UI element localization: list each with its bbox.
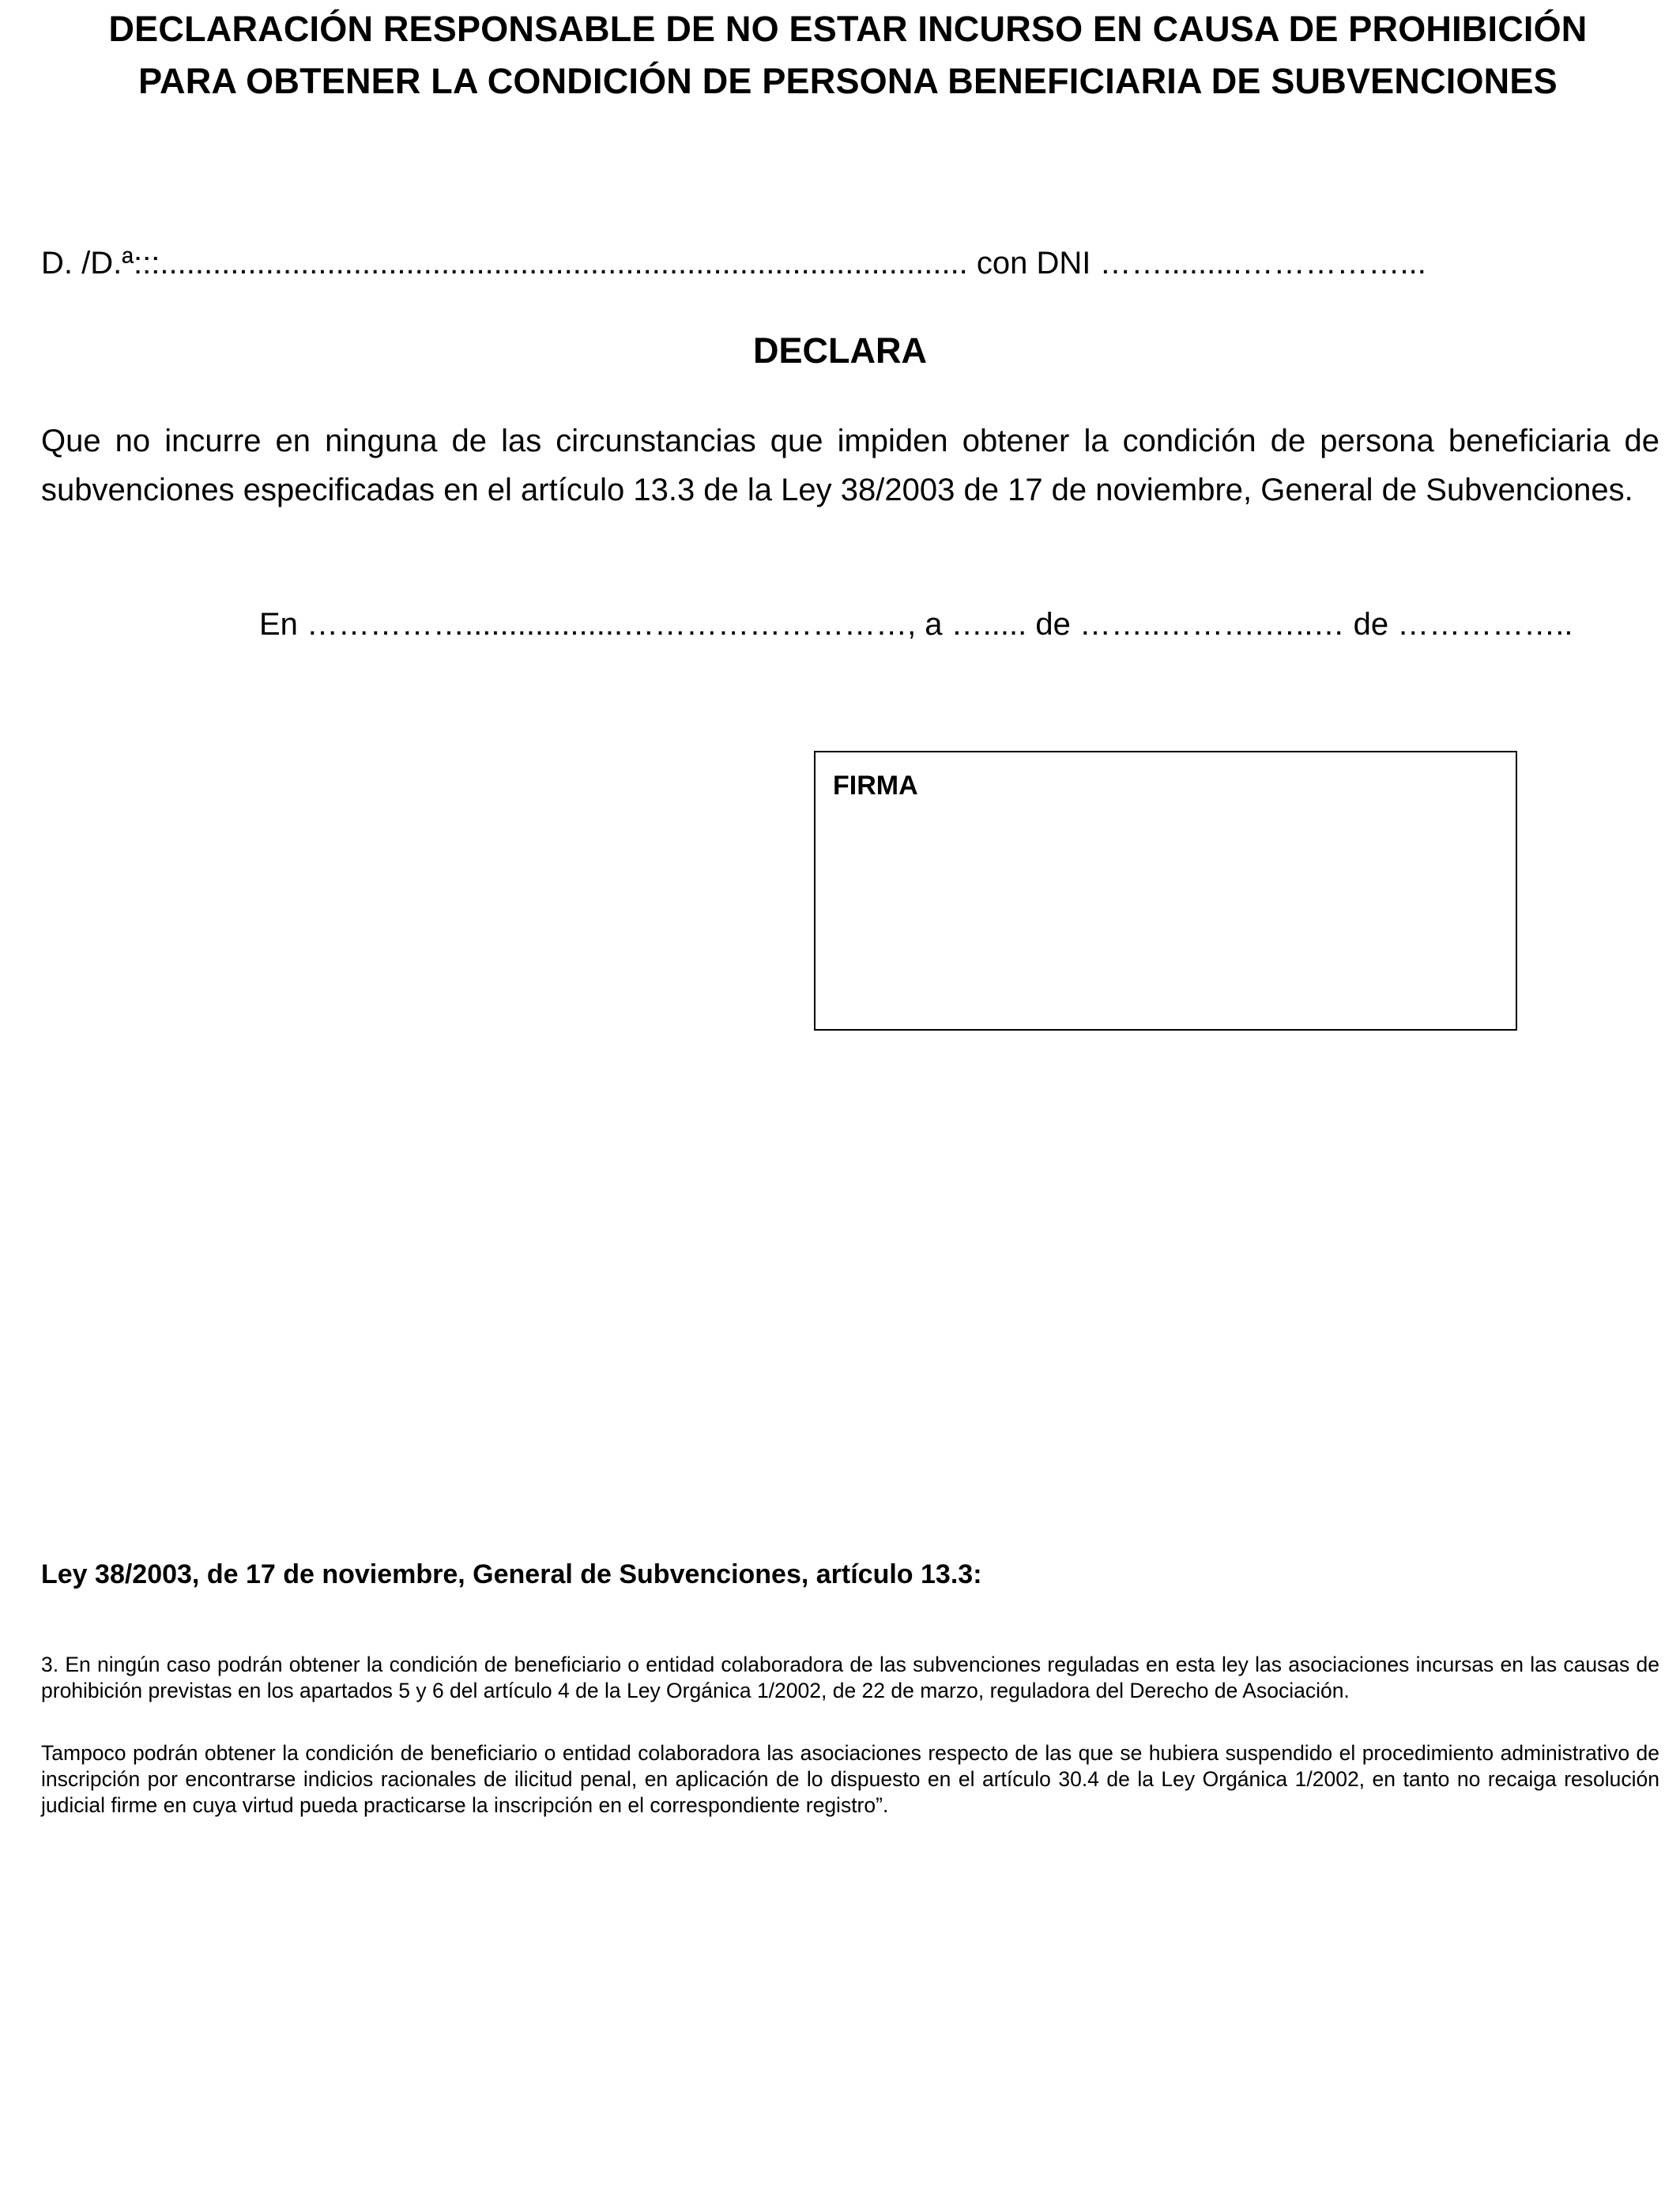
signature-box[interactable] xyxy=(814,751,1517,1031)
name-and-dni-fill-line[interactable]: D. /D.ª:::............................................................................................ con DNI …….........……………... xyxy=(41,246,1426,281)
document-title xyxy=(47,3,1648,107)
signature-label: FIRMA xyxy=(833,771,918,801)
law-paragraph-1: 3. En ningún caso podrán obtener la condición de beneficiario o entidad colaboradora de las subvenciones reguladas en esta ley las asociaciones incursas en las causas de prohibición previstas en los apartados 5 y 6 del artículo 4 de la Ley Orgánica 1/2002, de 22 de marzo, reguladora del Derecho de Asociación. xyxy=(41,1653,1659,1702)
declara-heading: DECLARA xyxy=(753,330,927,371)
law-paragraph-2: Tampoco podrán obtener la condición de beneficiario o entidad colaboradora las asociaciones respecto de las que se hubiera suspendido el procedimiento administrativo de inscripción por encontrarse indicios racionales de ilicitud penal, en aplicación de lo dispuesto en el artículo 30.4 de la Ley Orgánica 1/2002, en tanto no recaiga resolución judicial firme en cuya virtud pueda practicarse la inscripción en el correspondiente registro”. xyxy=(41,1741,1659,1817)
declaration-text: Que no incurre en ninguna de las circunstancias que impiden obtener la condición de persona beneficiaria de subvenciones especificadas en el artículo 13.3 de la Ley 38/2003 de 17 de noviembre, General de Subvenciones. xyxy=(41,424,1659,507)
law-reference-title: Ley 38/2003, de 17 de noviembre, General de Subvenciones, artículo 13.3: xyxy=(41,1559,982,1589)
title-line-2: PARA OBTENER LA CONDICIÓN DE PERSONA BENEFICIARIA DE SUBVENCIONES xyxy=(138,61,1558,101)
title-line-1: DECLARACIÓN RESPONSABLE DE NO ESTAR INCURSO EN CAUSA DE PROHIBICIÓN xyxy=(108,9,1588,49)
place-and-date-fill-line[interactable]: En ……………..................………………………, a …..... de ……..……….…..… de …………….. xyxy=(259,607,1573,642)
